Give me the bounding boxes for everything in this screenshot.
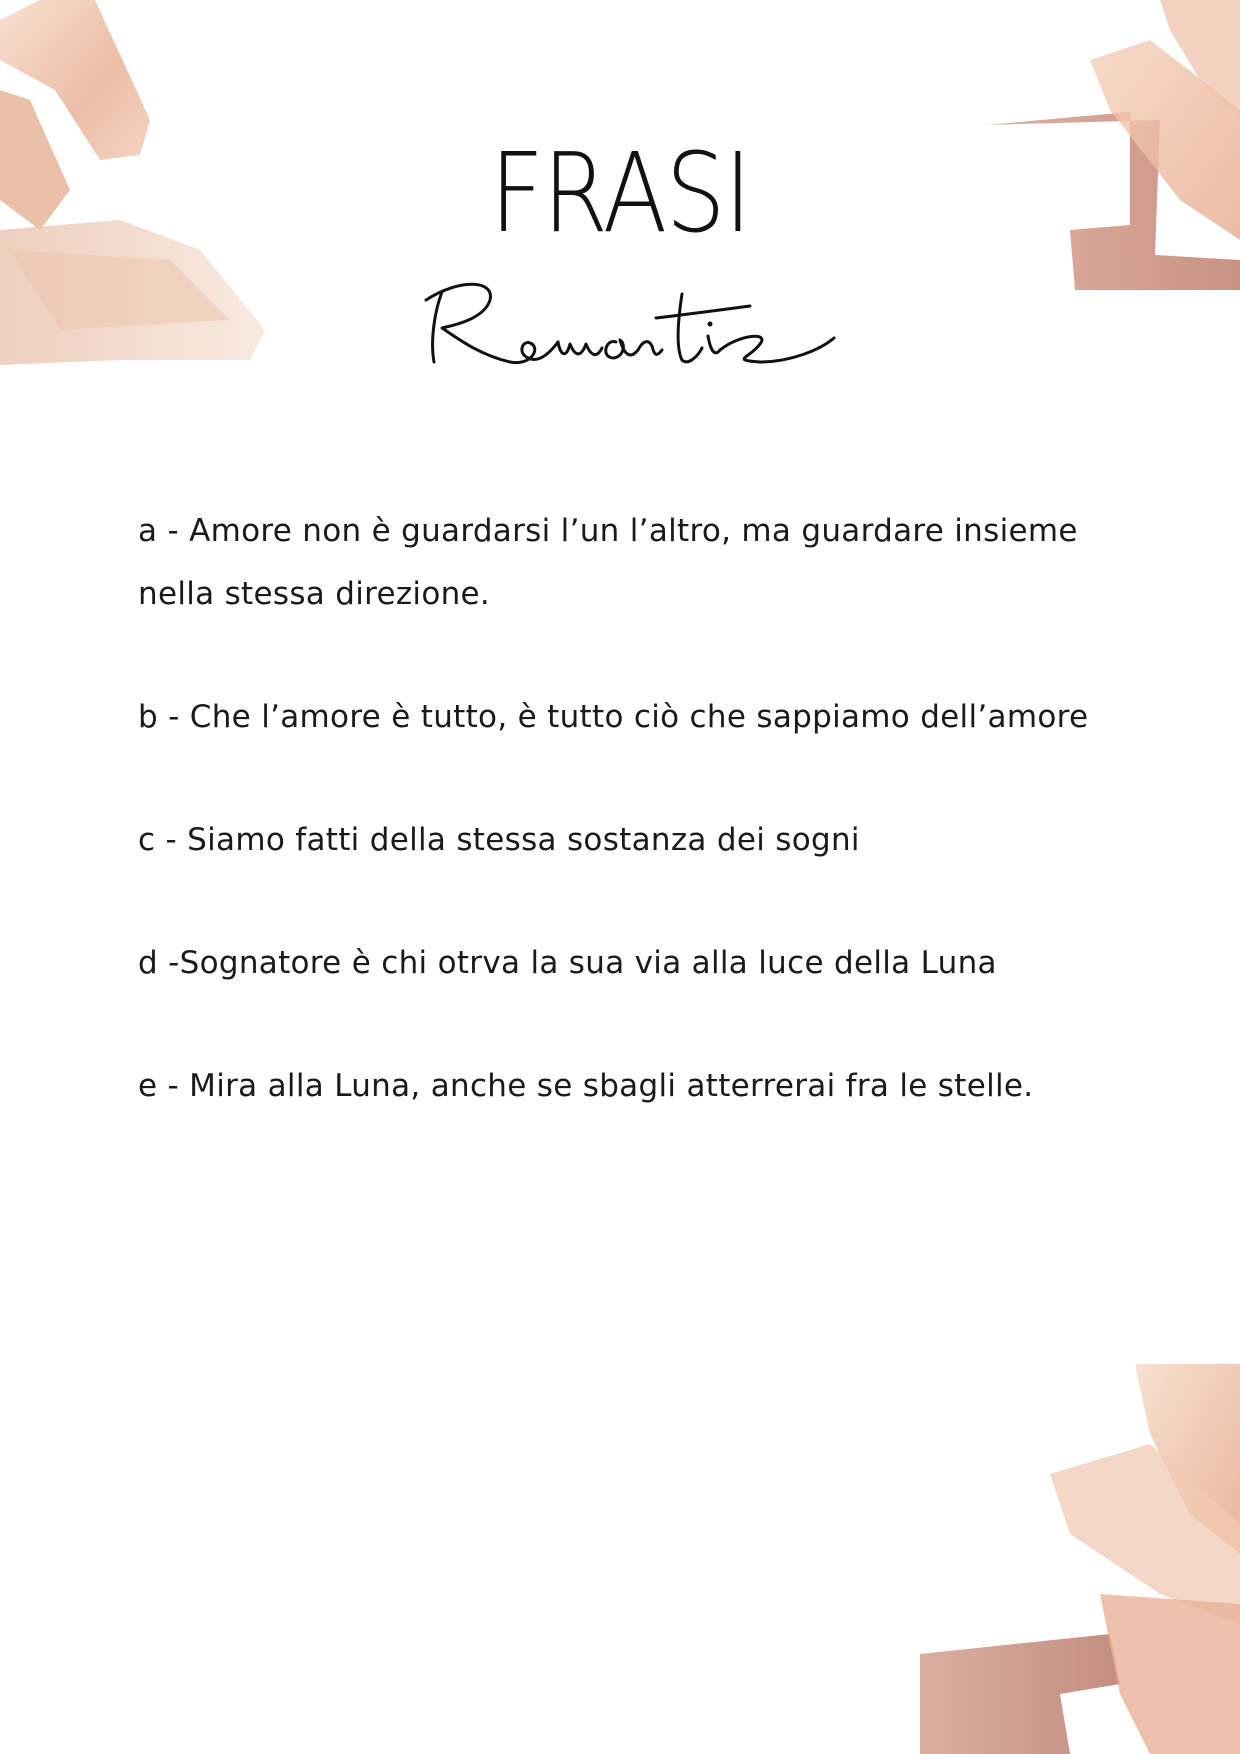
phrase-item-b: b - Che l’amore è tutto, è tutto ciò che sappiamo dell’amore xyxy=(138,699,1089,735)
phrases-list xyxy=(138,500,1138,1178)
phrase-item-d: d -Sognatore è chi otrva la sua via alla luce della Luna xyxy=(138,945,997,981)
script-subtitle-romantic xyxy=(420,270,840,380)
phrase-item-a: a - Amore non è guardarsi l’un l’altro, ma guardare insieme nella stessa direzione. xyxy=(138,513,1078,612)
phrase-item-e: e - Mira alla Luna, anche se sbagli atterrerai fra le stelle. xyxy=(138,1068,1034,1104)
phrase-item-c: c - Siamo fatti della stessa sostanza dei sogni xyxy=(138,822,860,858)
page-title: FRASI xyxy=(489,129,751,257)
watercolor-stroke-bottom-right xyxy=(920,1364,1240,1754)
